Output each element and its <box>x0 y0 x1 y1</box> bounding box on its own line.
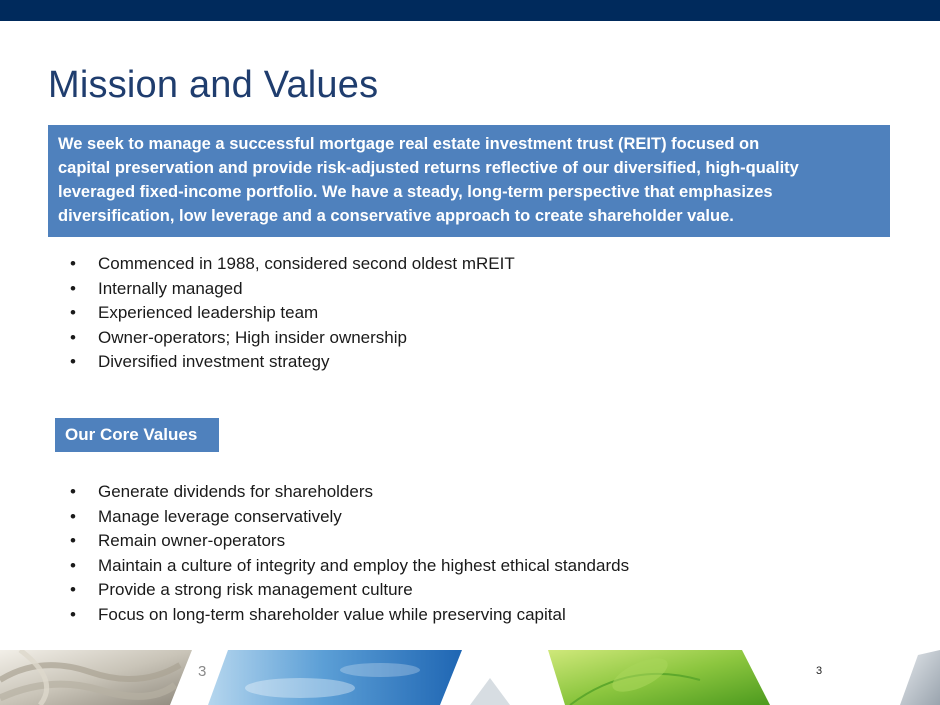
mission-line: diversification, low leverage and a conservative approach to create shareholder value. <box>58 207 734 225</box>
steel-image <box>900 650 940 705</box>
list-item <box>70 350 515 375</box>
bullet-icon: • <box>70 254 76 273</box>
bullet-icon: • <box>70 352 76 372</box>
header-bar <box>0 0 940 21</box>
list-item <box>70 277 515 302</box>
list-item-text: Internally managed <box>98 278 243 298</box>
mission-line: leveraged fixed-income portfolio. We have a steady, long-term perspective that emphasizes <box>58 183 773 201</box>
core-values-list <box>70 480 629 628</box>
list-item <box>70 480 629 505</box>
mission-line: capital preservation and provide risk-adjusted returns reflective of our diversified, high-quality <box>58 159 799 177</box>
list-item-text: Remain owner-operators <box>98 531 286 551</box>
bullet-icon: • <box>70 482 76 501</box>
bullet-icon: • <box>70 303 76 323</box>
list-item <box>70 578 629 603</box>
list-item <box>70 529 629 554</box>
sky-image <box>208 650 462 705</box>
list-item-text: Owner-operators; High insider ownership <box>98 327 407 347</box>
bullet-icon: • <box>70 506 76 526</box>
mission-statement-box <box>48 125 890 237</box>
list-item-text: Provide a strong risk management culture <box>98 580 413 600</box>
bullet-icon: • <box>70 531 76 551</box>
list-item-text: Diversified investment strategy <box>98 352 330 372</box>
slide-title: Mission and Values <box>48 64 379 106</box>
list-item <box>70 554 629 579</box>
page-number-right: 3 <box>816 665 823 677</box>
footer-image-strip <box>0 650 940 705</box>
list-item-text: Commenced in 1988, considered second oldest mREIT <box>98 254 515 273</box>
bullet-icon: • <box>70 580 76 600</box>
page-number-left: 3 <box>198 663 207 680</box>
list-item <box>70 603 629 628</box>
bullet-icon: • <box>70 327 76 347</box>
list-item-text: Maintain a culture of integrity and employ the highest ethical standards <box>98 555 630 575</box>
list-item <box>70 301 515 326</box>
bullet-icon: • <box>70 604 76 624</box>
list-item <box>70 326 515 351</box>
list-item-text: Focus on long-term shareholder value while preserving capital <box>98 604 566 624</box>
list-item-text: Experienced leadership team <box>98 303 319 323</box>
highlights-list <box>70 252 515 375</box>
list-item-text: Manage leverage conservatively <box>98 506 342 526</box>
rope-image <box>0 650 192 705</box>
list-item-text: Generate dividends for shareholders <box>98 482 373 501</box>
core-values-heading: Our Core Values <box>55 418 219 452</box>
bullet-icon: • <box>70 278 76 298</box>
list-item <box>70 252 515 277</box>
bullet-icon: • <box>70 555 76 575</box>
mission-line: We seek to manage a successful mortgage real estate investment trust (REIT) focused on <box>58 135 760 153</box>
arrow-image <box>470 678 510 705</box>
list-item <box>70 505 629 530</box>
leaf-image <box>548 650 770 705</box>
